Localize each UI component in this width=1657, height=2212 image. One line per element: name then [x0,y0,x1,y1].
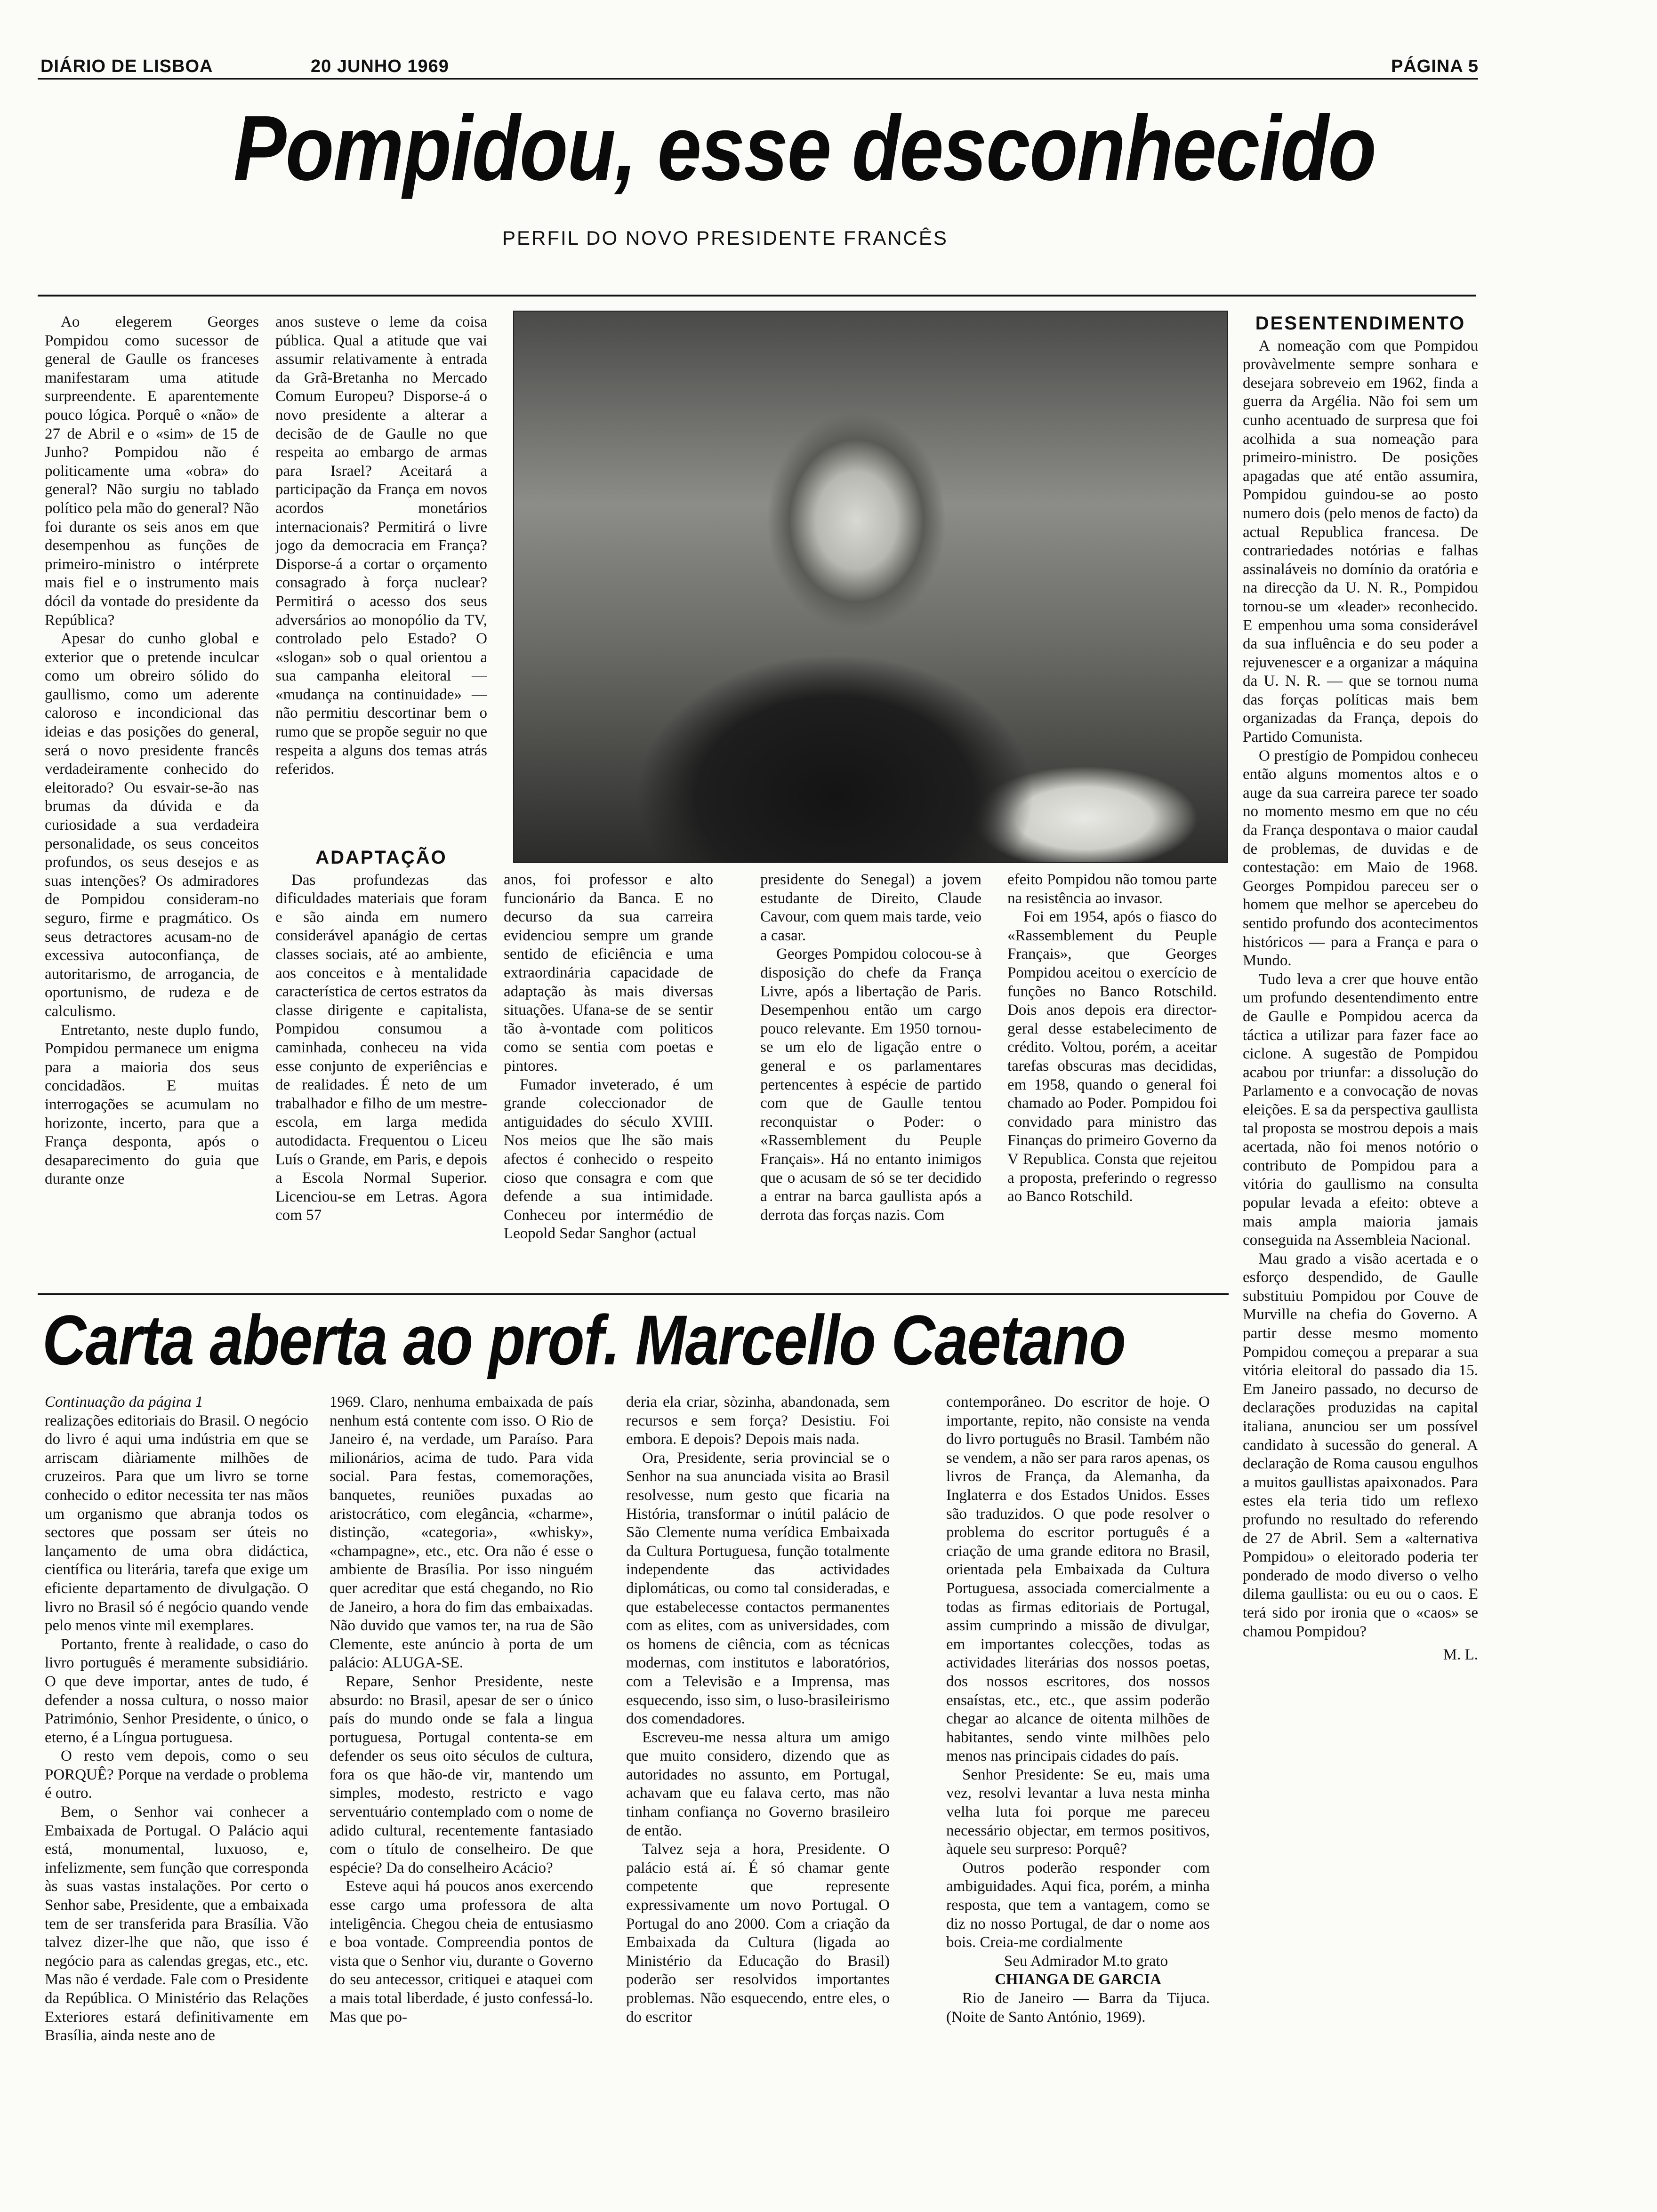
paragraph: Foi em 1954, após o fiasco do «Rassemblement du Peuple Français», que Georges Pompidou aceitou o exercício de funções no Banco Rotschild. Dois anos depois era director-geral desse estabelecimento de crédito. Voltou, porém, a aceitar tarefas obscuras mas decididas, em 1958, quando o general foi chamado ao Poder. Pompidou foi convidado para ministro das Finanças do primeiro Governo da V Republica. Consta que rejeitou a proposta, preferindo o regresso ao Banco Rotschild. [1007,908,1217,1205]
paragraph: Das profundezas das dificuldades materiais que foram e são ainda em numero considerável apanágio de certas classes sociais, até ao ambiente, aos conceitos e à mentalidade característica de certos estratos da classe dirigente e capitalista, Pompidou consumou a caminhada, conheceu na vida esse conjunto de experiências e de realidades. É neto de um trabalhador e filho de um mestre-escola, em larga medida autodidacta. Frequentou o Liceu Luís o Grande, em Paris, e depois a Escola Normal Superior. Licenciou-se em Letras. Agora com 57 [275,871,487,1224]
article1-column-2 [275,313,487,835]
article-divider [38,1293,1229,1295]
article1-column-3 [504,871,713,1282]
headline-carta-aberta: Carta aberta ao prof. Marcello Caetano [42,1300,1126,1379]
paragraph: Esteve aqui há poucos anos exercendo esse cargo uma professora de alta inteligência. Chegou cheia de entusiasmo e boa vontade. Compreendia pontos de vista que o Senhor viu, durante o Governo do seu antecessor, critiquei e ataquei com a mais total liberdade, é justo confessá-lo. Mas que po- [330,1878,593,2026]
photo-georges-pompidou [513,311,1228,863]
article1-column-1 [45,313,259,1282]
paragraph: A nomeação com que Pompidou provàvelmente sempre sonhara e desejara sobreveio em 1962, finda a guerra da Argélia. Não foi sem um cunho acentuado de surpresa que foi acolhida a sua nomeação para primeiro-ministro. De posições apagadas que até então assumira, Pompidou guindou-se ao posto numero dois (pelo menos de facto) da actual Republica francesa. De contrariedades notórias e falhas assinaláveis no domínio da oratória e na direcção da U. N. R., Pompidou tornou-se um «leader» reconhecido. E empenhou uma soma considerável da sua influência e do seu poder a rejuvenescer e a organizar a máquina da U. N. R. — que se tornou numa das forças políticas mais bem organizadas da França, depois do Partido Comunista. [1243,337,1478,746]
paragraph: deria ela criar, sòzinha, abandonada, sem recursos e sem força? Desistiu. Foi embora. E depois? Depois mais nada. [626,1394,890,1448]
paragraph: Outros poderão responder com ambiguidades. Aqui fica, porém, a minha resposta, que tem a vantagem, como se diz no nosso Portugal, de dar o nome aos bois. Creia-me cordialmente [946,1859,1210,1951]
article-subtitle: PERFIL DO NOVO PRESIDENTE FRANCÊS [502,227,948,249]
newspaper-name: DIÁRIO DE LISBOA [40,56,213,76]
paragraph: Entretanto, neste duplo fundo, Pompidou permanece um enigma para a maioria dos seus concidadãos. E muitas interrogações se acumulam no horizonte, incerto, para que a França desponta, após o desaparecimento do guia que durante onze [45,1021,259,1188]
article1-column-5 [1007,871,1217,1282]
headline-pompidou: Pompidou, esse desconhecido [233,96,1376,200]
paragraph: Portanto, frente à realidade, o caso do livro português é meramente subsidiário. O que deve importar, antes de tudo, é defender a nossa cultura, o nosso maior Património, Senhor Presidente, o único, o eterno, é a Língua portuguesa. [45,1635,308,1746]
paragraph: O resto vem depois, como o seu PORQUÊ? Porque na verdade o problema é outro. [45,1747,308,1802]
paragraph: Escreveu-me nessa altura um amigo que muito considero, dizendo que as autoridades no assunto, em Portugal, achavam que eu falava certo, mas não tinham confiança no Governo brasileiro de então. [626,1729,890,1839]
paragraph: Bem, o Senhor vai conhecer a Embaixada de Portugal. O Palácio aqui está, monumental, luxuoso, e, infelizmente, sem função que corresponda às suas vastas instalações. Por certo o Senhor sabe, Presidente, que a embaixada tem de ser transferida para Brasília. Vão talvez dizer-lhe que não, que isso é negócio para as calendas gregas, etc., etc. Mas não é verdade. Fale com o Presidente da República. O Ministério das Relações Exteriores estará definitivamente em Brasília, ainda neste ano de [45,1803,308,2044]
paragraph: Apesar do cunho global e exterior que o pretende inculcar como um obreiro sólido do gaullismo, como um aderente caloroso e incondicional das ideias e das posições do general, será o novo presidente francês verdadeiramente conhecido do eleitorado? Ou esvair-se-ão nas brumas da dúvida e da curiosidade a sua verdadeira personalidade, os seus conceitos profundos, os seus desejos e as suas intenções? Os admiradores de Pompidou consideram-no seguro, firme e pragmático. Os seus detractores acusam-no de excessiva autoconfiança, de autoritarismo, de arrogancia, de oportunismo, de rudeza e de calculismo. [45,630,259,1020]
article-signature: M. L. [1443,1646,1478,1664]
article1-column-6 [1243,311,1478,2188]
paragraph: Talvez seja a hora, Presidente. O palácio está aí. É só chamar gente competente que represente expressivamente um novo Portugal. O Portugal do ano 2000. Com a criação da Embaixada da Cultura (ligada ao Ministério da Educação do Brasil) poderão ser resolvidos importantes problemas. Não esquecendo, entre eles, o do escritor [626,1841,890,2026]
paragraph: realizações editoriais do Brasil. O negócio do livro é aqui uma indústria em que se arriscam diàriamente milhões de cruzeiros. Para que um livro se torne conhecido o editor necessita ter nas mãos um organismo que abranja todos os sectores que possam ser úteis no lançamento de uma obra didáctica, científica ou literária, tarefa que exige um eficiente departamento de divulgação. O livro no Brasil só é negócio quando vende pelo menos vinte mil exemplares. [45,1412,308,1635]
article2-column-1 [45,1393,308,2188]
paragraph: 1969. Claro, nenhuma embaixada de país nenhum está contente com isso. O Rio de Janeiro é, na verdade, um Paraíso. Para milionários, acima de tudo. Para vida social. Para festas, comemorações, banquetes, reuniões puxadas ao aristocrático, com elegância, «charme», distinção, «categoria», «whisky», «champagne», etc., etc. Ora não é esse o ambiente de Brasília. Por isso ninguém quer acreditar que está chegando, no Rio de Janeiro, a hora do fim das embaixadas. Não duvido que vamos ter, na rua de São Clemente, este anúncio à porta de um palácio: ALUGA-SE. [330,1394,593,1672]
paragraph: efeito Pompidou não tomou parte na resistência ao invasor. [1007,871,1217,907]
dateline: Rio de Janeiro — Barra da Tijuca. (Noite de Santo António, 1969). [946,1990,1210,2026]
paragraph: O prestígio de Pompidou conheceu então alguns momentos altos e o auge da sua carreira parece ter soado no momento mesmo em que no céu da França despontava o maior caudal de problemas, de duvidas e de contestação: em Maio de 1968. Georges Pompidou pareceu ser o homem que melhor se apercebeu do sentido profundo dos acontecimentos históricos — para a França e para o Mundo. [1243,747,1478,970]
article2-column-2 [330,1393,593,2188]
continuation-note: Continuação da página 1 [45,1394,203,1411]
paragraph: Ao elegerem Georges Pompidou como sucessor de general de Gaulle os franceses manifestaram uma atitude surpreendente. E aparentemente pouco lógica. Porquê o «não» de 27 de Abril e o «sim» de 15 de Junho? Pompidou não é politicamente uma «obra» do general? Não surgiu no tablado político pela mão do general? Não foi durante os seis anos em que desempenhou as funções de primeiro-ministro o intérprete mais fiel e o instrumento mais dócil da vontade do presidente da República? [45,313,259,629]
paragraph: Ora, Presidente, seria provincial se o Senhor na sua anunciada visita ao Brasil resolvesse, num gesto que ficaria na História, transformar o inútil palácio de São Clemente numa verídica Embaixada da Cultura Portuguesa, função totalmente independente das actividades diplomáticas, ou como tal consideradas, e que estabelecesse contactos permanentes com as elites, com as universidades, com os homens de ciência, com as técnicas modernas, com institutos e laboratórios, com a Televisão e a Imprensa, mas esquecendo, isso sim, o luso-brasileirismo dos comendadores. [626,1449,890,1728]
paragraph: Repare, Senhor Presidente, neste absurdo: no Brasil, apesar de ser o único país do mundo onde se fala a lingua portuguesa, Portugal contenta-se em defender os seus oito séculos de cultura, fora os que hão-de vir, mantendo um simples, modesto, restricto e vago serventuário contemplado com o nome de adido cultural, recentemente fantasiado com o título de conselheiro. De que espécie? Da do conselheiro Acácio? [330,1673,593,1876]
author-name: CHIANGA DE GARCIA [995,1971,1161,1988]
section-heading-desentendimento: DESENTENDIMENTO [1255,313,1466,334]
issue-date: 20 JUNHO 1969 [311,56,449,76]
masthead-rule [38,78,1478,80]
article2-column-4 [946,1393,1210,2188]
article1-column-2b [275,845,487,1282]
paragraph: contemporâneo. Do escritor de hoje. O importante, repito, não consiste na venda do livro português no Brasil. Também não se vendem, a não ser para raros apenas, os livros de França, da Alemanha, da Inglaterra e dos Estados Unidos. Esses são traduzidos. O que pode resolver o problema do escritor português é a criação de uma grande editora no Brasil, orientada pela Embaixada da Cultura Portuguesa, associada comercialmente a todas as firmas editoriais de Portugal, assim cumprindo a missão de divulgar, em importantes colecções, todas as actividades literárias dos nossos poetas, dos nossos escritores, dos nossos ensaístas, etc., etc., que assim poderão chegar ao alcance de oitenta milhões de habitantes, sendo vinte milhões pelo menos nas principais cidades do país. [946,1394,1210,1765]
section-rule [38,295,1476,297]
paragraph: Georges Pompidou colocou-se à disposição do chefe da França Livre, após a libertação de Paris. Desempenhou então um cargo pouco relevante. Em 1950 tornou-se um elo de ligação entre o general e os parlamentares pertencentes à espécie de partido com que de Gaulle tentou reconquistar o Poder: o «Rassemblement du Peuple Français». Há no entanto inimigos que o acusam de só se ter decidido a entrar na barca gaullista após a derrota das forças nazis. Com [760,946,981,1224]
article1-column-4 [760,871,981,1282]
paragraph: Mau grado a visão acertada e o esforço despendido, de Gaulle substituiu Pompidou por Couve de Murville na chefia do Governo. A partir desse mesmo momento Pompidou começou a preparar a sua vitória eleitoral do passado dia 15. Em Janeiro passado, no decurso de declarações produzidas na capital italiana, anunciou ser um possível candidato à sucessão do general. A declaração de Roma causou engulhos a muitos gaullistas apaixonados. Para estes ela teria tido um reflexo profundo no resultado do referendo de 27 de Abril. Sem a «alternativa Pompidou» o eleitorado poderia ter ponderado de modo diverso o velho dilema gaullista: ou eu ou o caos. E terá sido por ironia que o «caos» se chamou Pompidou? [1243,1250,1478,1640]
paragraph: Fumador inveterado, é um grande coleccionador de antiguidades do século XVIII. Nos meios que lhe são mais afectos é conhecido o respeito cioso que consagra e com que defende a sua intimidade. Conheceu por intermédio de Leopold Sedar Sanghor (actual [504,1076,713,1242]
section-heading-adaptacao: ADAPTAÇÃO [315,847,447,868]
paragraph: anos, foi professor e alto funcionário da Banca. E no decurso da sua carreira evidenciou sempre um grande sentido de eficiência e uma extraordinária capacidade de adaptação às mais diversas situações. Ufana-se de se sentir tão à-vontade com politicos como se sentia com poetas e pintores. [504,871,713,1074]
paragraph: anos susteve o leme da coisa pública. Qual a atitude que vai assumir relativamente à entrada da Grã-Bretanha no Mercado Comum Europeu? Disporse-á o novo presidente a alterar a decisão de de Gaulle no que respeita ao embargo de armas para Israel? Aceitará a participação da França em novos acordos monetários internacionais? Permitirá o livre jogo da democracia em França? Disporse-á a cortar o orçamento consagrado à força nuclear? Permitirá o acesso dos seus adversários ao monopólio da TV, controlado pelo Estado? O «slogan» sob o qual orientou a sua campanha eleitoral — «mudança na continuidade» — não permitiu descortinar bem o rumo que se propõe seguir no que respeita a alguns dos temas atrás referidos. [275,313,487,778]
closing-line: Seu Admirador M.to grato [1004,1952,1168,1970]
article2-column-3 [626,1393,890,2188]
paragraph: Tudo leva a crer que houve então um profundo desentendimento entre de Gaulle e Pompidou acerca da táctica a utilizar para fazer face ao ciclone. A sugestão de Pompidou acabou por triunfar: a dissolução do Parlamento e a convocação de novas eleições. E sa da perspectiva gaullista tal proposta se mostrou depois a mais acertada, não foi menos notório o contributo de Pompidou para a vitória do gaullismo na consulta popular levada a efeito: obteve a mais ampla maioria jamais conseguida na Assembleia Nacional. [1243,970,1478,1249]
page-number: PÁGINA 5 [1391,56,1479,76]
paragraph: presidente do Senegal) a jovem estudante de Direito, Claude Cavour, com quem mais tarde, veio a casar. [760,871,981,944]
paragraph: Senhor Presidente: Se eu, mais uma vez, resolvi levantar a luva nesta minha velha luta foi porque me pareceu necessário objectar, em termos positivos, àquele seu surpreso: Porquê? [946,1766,1210,1858]
